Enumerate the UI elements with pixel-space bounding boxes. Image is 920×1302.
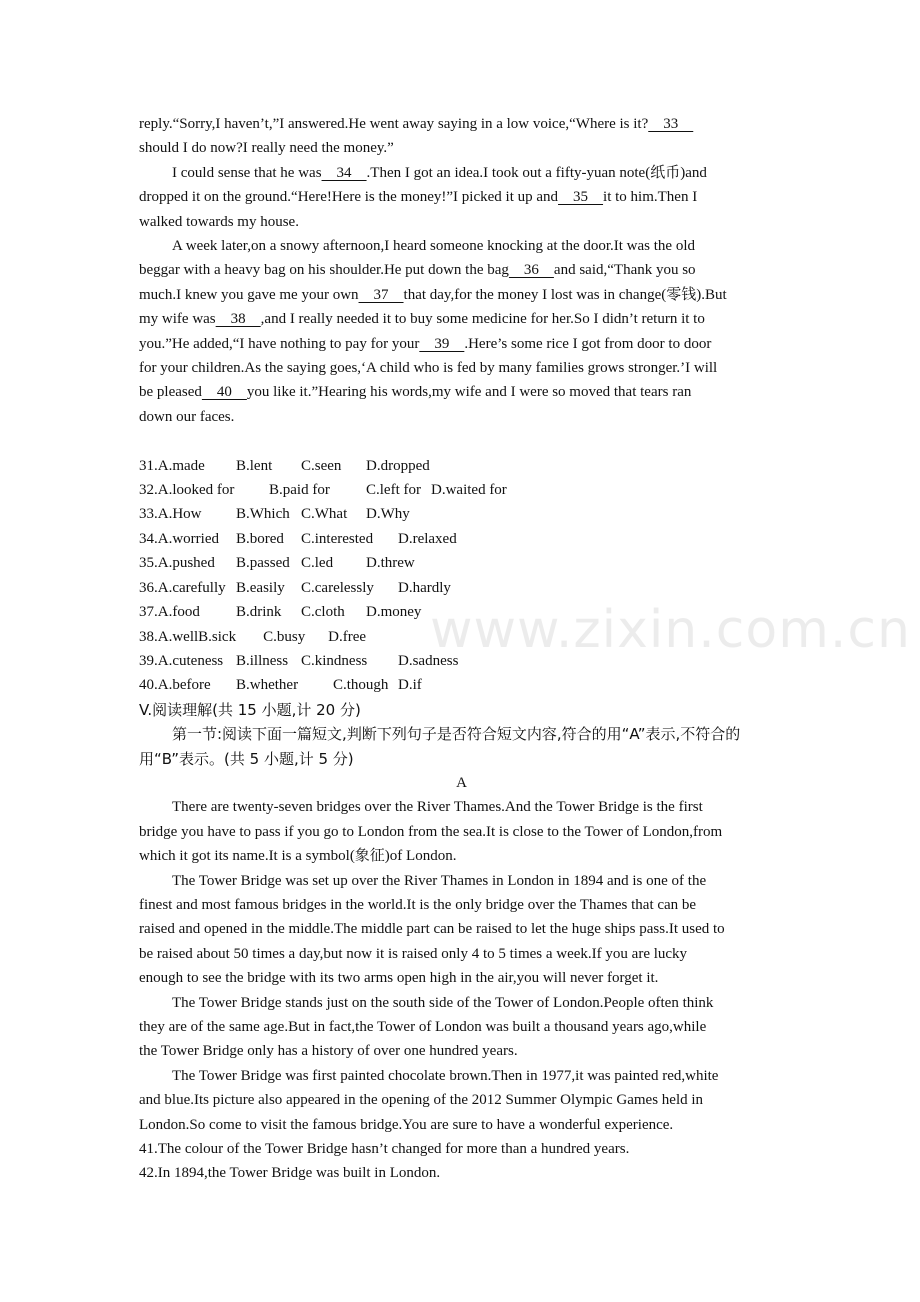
option-c: C.seen	[301, 457, 342, 474]
blank-40: 40	[201, 384, 247, 401]
text: reply.“Sorry,I haven’t,”I answered.He went away saying in a low voice,“Where is it?	[139, 116, 649, 132]
section-instruction: 第一节:阅读下面一篇短文,判断下列句子是否符合短文内容,符合的用“A”表示,不符合的	[172, 725, 741, 744]
text: .Then I got an idea.I took out a fifty-yuan note(纸币)and	[366, 164, 707, 181]
option-row-40	[139, 673, 784, 697]
cloze-line	[139, 185, 784, 209]
passage-line: bridge you have to pass if you go to London from the sea.It is close to the Tower of London,from	[139, 823, 723, 840]
option-c: C.carelessly	[301, 579, 374, 596]
cloze-line	[139, 283, 784, 307]
option-row-37	[139, 600, 784, 624]
text: it to him.Then I	[603, 189, 698, 206]
cloze-line	[139, 210, 784, 234]
option-c: C.though	[333, 677, 389, 694]
cloze-line	[139, 136, 784, 160]
section-title: V.阅读理解(共 15 小题,计 20 分)	[139, 700, 361, 719]
section-instruction-cont: 用“B”表示。(共 5 小题,计 5 分)	[139, 749, 354, 768]
option-row-35	[139, 551, 784, 575]
option-a: 33.A.How	[139, 506, 202, 523]
option-row-38	[139, 625, 784, 649]
option-a: 35.A.pushed	[139, 555, 215, 572]
option-d: D.Why	[366, 506, 410, 523]
watermark: www.zixin.com.cn	[430, 600, 911, 660]
option-d: D.waited for	[431, 482, 507, 499]
question-41: 41.The colour of the Tower Bridge hasn’t changed for more than a hundred years.	[139, 1141, 630, 1158]
option-c: C.interested	[301, 530, 374, 547]
text: and said,“Thank you so	[553, 262, 696, 279]
option-d: D.free	[328, 628, 367, 645]
text: be pleased	[139, 384, 202, 401]
option-c: C.busy	[263, 628, 306, 645]
cloze-line	[139, 332, 784, 356]
option-row-31	[139, 454, 784, 478]
passage-line: raised and opened in the middle.The middle part can be raised to let the huge ships pass.It used to	[139, 921, 725, 938]
option-b: B.easily	[236, 579, 285, 596]
option-b: B.Which	[236, 506, 290, 523]
option-a: 39.A.cuteness	[139, 652, 224, 669]
option-d: D.relaxed	[398, 530, 457, 547]
option-row-39	[139, 649, 784, 673]
cloze-line	[139, 161, 784, 185]
option-b: B.drink	[236, 604, 282, 621]
option-row-33	[139, 502, 784, 526]
cloze-line	[139, 356, 784, 380]
option-c: C.What	[301, 506, 348, 523]
passage-line: The Tower Bridge was set up over the River Thames in London in 1894 and is one of the	[172, 872, 707, 889]
text: ,and I really needed it to buy some medicine for her.So I didn’t return it to	[260, 311, 705, 328]
text: should I do now?I really need the money.”	[139, 140, 394, 157]
passage-line: and blue.Its picture also appeared in the opening of the 2012 Summer Olympic Games held in	[139, 1092, 704, 1109]
option-a: 38.A.well	[139, 628, 199, 645]
option-a: 36.A.carefully	[139, 579, 226, 596]
option-a: 34.A.worried	[139, 530, 219, 547]
option-b: B.bored	[236, 530, 284, 547]
cloze-line	[139, 234, 784, 258]
option-b: B.paid for	[269, 482, 330, 499]
option-b: B.lent	[236, 457, 273, 474]
blank-37: 37	[358, 286, 404, 303]
passage-line: finest and most famous bridges in the world.It is the only bridge over the Thames that can be	[139, 896, 697, 913]
option-c: C.led	[301, 555, 334, 572]
text: .Here’s some rice I got from door to door	[464, 335, 712, 352]
text: you.”He added,“I have nothing to pay for your	[139, 335, 420, 352]
option-a: 32.A.looked for	[139, 482, 235, 499]
passage-line: enough to see the bridge with its two arms open high in the air,you will never forget it.	[139, 970, 659, 987]
text: down our faces.	[139, 408, 235, 425]
text: that day,for the money I lost was in change(零钱).But	[403, 286, 727, 303]
passage-line: the Tower Bridge only has a history of over one hundred years.	[139, 1043, 518, 1060]
option-row-32	[139, 478, 784, 502]
option-c: C.left for	[366, 482, 421, 499]
option-d: D.if	[398, 677, 422, 694]
passage-line: There are twenty-seven bridges over the River Thames.And the Tower Bridge is the first	[172, 799, 703, 816]
option-d: D.dropped	[366, 457, 430, 474]
option-b: B.whether	[236, 677, 299, 694]
cloze-line	[139, 307, 784, 331]
document-page	[139, 112, 784, 1186]
text: walked towards my house.	[139, 213, 299, 230]
passage-line: The Tower Bridge was first painted chocolate brown.Then in 1977,it was painted red,white	[172, 1067, 719, 1084]
text: my wife was	[139, 311, 216, 328]
passage-line: London.So come to visit the famous bridge.You are sure to have a wonderful experience.	[139, 1116, 674, 1133]
text: much.I knew you gave me your own	[139, 286, 359, 303]
passage-label: A	[456, 774, 467, 791]
passage-line: which it got its name.It is a symbol(象征)of London.	[139, 848, 457, 865]
spacer	[139, 429, 784, 453]
option-c: C.kindness	[301, 652, 368, 669]
text: A week later,on a snowy afternoon,I heard someone knocking at the door.It was the old	[172, 238, 696, 255]
option-b: B.passed	[236, 555, 290, 572]
text: I could sense that he was	[172, 164, 322, 181]
passage-line: The Tower Bridge stands just on the south side of the Tower of London.People often think	[172, 994, 714, 1011]
option-d: D.money	[366, 604, 422, 621]
option-d: D.hardly	[398, 579, 451, 596]
option-a: 40.A.before	[139, 677, 211, 694]
options-list	[139, 454, 784, 698]
cloze-line	[139, 112, 784, 136]
blank-36: 36	[508, 262, 554, 279]
option-b: B.illness	[236, 652, 289, 669]
option-a: 37.A.food	[139, 604, 200, 621]
option-d: D.sadness	[398, 652, 459, 669]
passage-line: they are of the same age.But in fact,the Tower of London was built a thousand years ago,while	[139, 1019, 707, 1036]
option-c: C.cloth	[301, 604, 345, 621]
question-42: 42.In 1894,the Tower Bridge was built in London.	[139, 1165, 441, 1182]
blank-35: 35	[558, 189, 604, 206]
cloze-line	[139, 258, 784, 282]
option-row-34	[139, 527, 784, 551]
text: beggar with a heavy bag on his shoulder.He put down the bag	[139, 262, 509, 279]
text: for your children.As the saying goes,‘A child who is fed by many families grows stronger.’I will	[139, 360, 718, 377]
option-b: B.sick	[198, 628, 237, 645]
option-a: 31.A.made	[139, 457, 205, 474]
option-row-36	[139, 576, 784, 600]
passage-line: be raised about 50 times a day,but now it is raised only 4 to 5 times a week.If you are lucky	[139, 945, 688, 962]
blank-39: 39	[419, 335, 465, 352]
blank-34: 34	[321, 164, 367, 181]
blank-38: 38	[215, 311, 261, 328]
text: dropped it on the ground.“Here!Here is the money!”I picked it up and	[139, 189, 559, 206]
text: you like it.”Hearing his words,my wife and I were so moved that tears ran	[246, 384, 692, 401]
cloze-line	[139, 405, 784, 429]
cloze-line	[139, 380, 784, 404]
blank-33: 33	[648, 116, 694, 132]
option-d: D.threw	[366, 555, 415, 572]
